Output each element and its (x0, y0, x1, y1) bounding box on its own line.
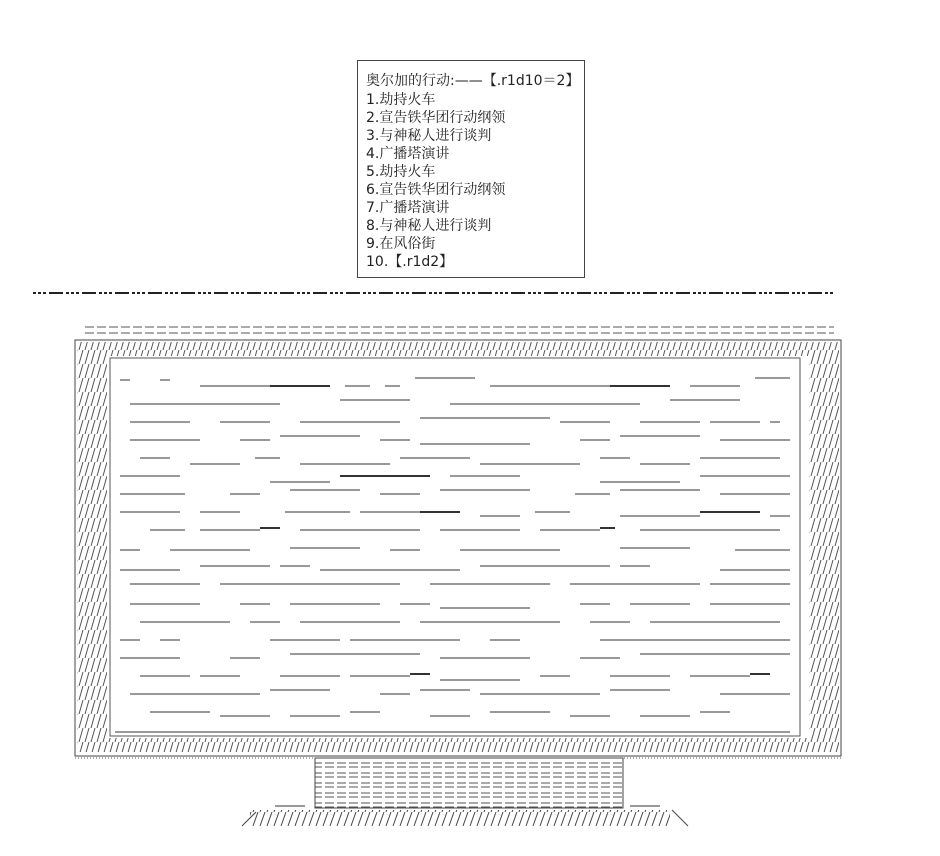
menu-title: 奥尔加的行动:——【.r1d10＝2】 (366, 73, 580, 89)
list-item: 6.宣告铁华团行动纲领 (366, 182, 506, 198)
list-item: 2.宣告铁华团行动纲领 (366, 110, 506, 126)
list-item: 1.劫持火车 (366, 92, 436, 108)
list-item: 4.广播塔演讲 (366, 146, 450, 162)
list-item: 3.与神秘人进行谈判 (366, 128, 492, 144)
list-item: 10.【.r1d2】 (366, 254, 454, 270)
list-item: 7.广播塔演讲 (366, 200, 450, 216)
list-item: 9.在风俗街 (366, 236, 436, 252)
list-item: 8.与神秘人进行谈判 (366, 218, 492, 234)
list-item: 5.劫持火车 (366, 164, 436, 180)
